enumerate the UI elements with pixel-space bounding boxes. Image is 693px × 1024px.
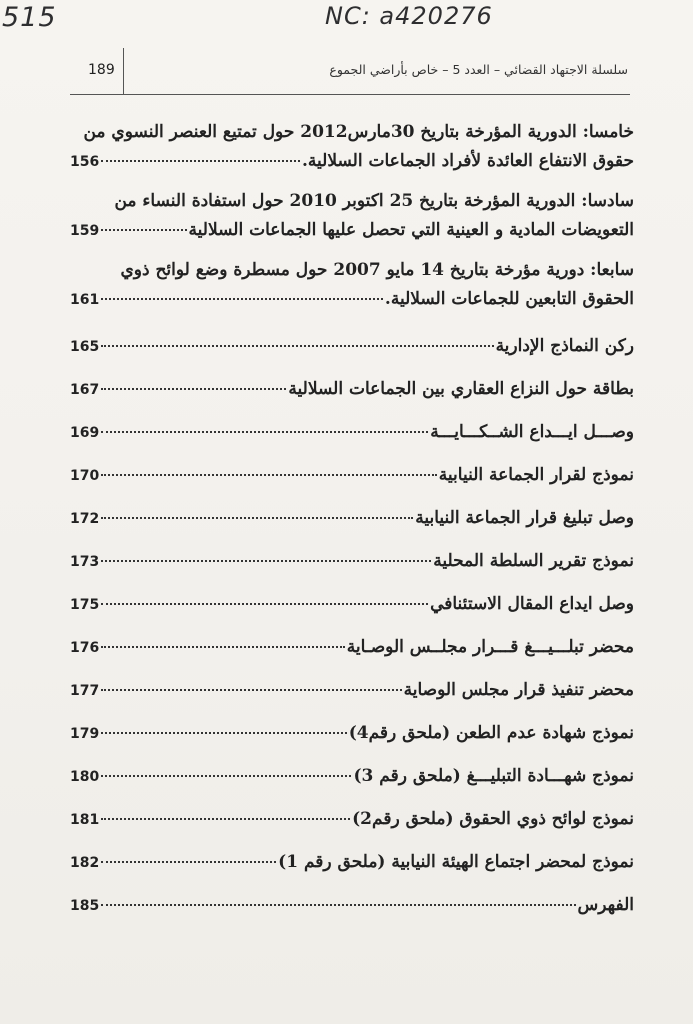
toc-entry-page: 167	[70, 382, 100, 398]
toc-entry-title: محضر تنفيذ قرار مجلس الوصاية	[403, 680, 634, 700]
handwritten-page-mark: 515	[2, 2, 57, 33]
toc-entry-title: نموذج تقرير السلطة المحلية	[433, 551, 634, 571]
toc-entry	[70, 755, 634, 798]
dot-leader	[101, 473, 437, 476]
dot-leader	[101, 817, 350, 820]
toc-entry-title: نموذج لوائح ذوي الحقوق (ملحق رقم2)	[352, 809, 634, 829]
dot-leader	[101, 297, 383, 300]
toc-entry	[70, 256, 634, 315]
toc-entry	[70, 454, 634, 497]
toc-entry-page: 173	[70, 554, 100, 570]
toc-entry-page: 176	[70, 640, 100, 656]
toc-entry-page: 156	[70, 154, 100, 170]
toc-entry-title: نموذج لمحضر اجتماع الهيئة النيابية (ملحق رقم 1)	[278, 852, 634, 872]
toc-entry	[70, 497, 634, 540]
toc-entry	[70, 187, 634, 246]
page-number: 189	[88, 62, 115, 78]
toc-entry	[70, 884, 634, 927]
toc-entry-line1: سادسا: الدورية المؤرخة بتاريخ 25 اكتوبر 2010 حول استفادة النساء من	[114, 191, 634, 211]
toc-entry-page: 169	[70, 425, 100, 441]
toc-entry-page: 181	[70, 812, 100, 828]
series-title: سلسلة الاجتهاد القضائي – العدد 5 – خاص بأراضي الجموع	[329, 62, 628, 77]
header-divider	[123, 48, 124, 94]
dot-leader	[101, 559, 431, 562]
toc-entry	[70, 583, 634, 626]
dot-leader	[101, 228, 186, 231]
toc-entry	[70, 368, 634, 411]
toc-entry	[70, 325, 634, 368]
dot-leader	[101, 903, 575, 906]
toc-entry	[70, 411, 634, 454]
toc-entry-page: 161	[70, 292, 100, 308]
toc-entry	[70, 841, 634, 884]
dot-leader	[101, 774, 351, 777]
dot-leader	[101, 430, 428, 433]
toc-entry-title: ركن النماذج الإدارية	[495, 336, 634, 356]
toc-entry-page: 185	[70, 898, 100, 914]
toc-entry-line1: خامسا: الدورية المؤرخة بتاريخ 30مارس2012 حول تمتيع العنصر النسوي من	[83, 122, 634, 142]
dot-leader	[101, 159, 300, 162]
dot-leader	[101, 602, 428, 605]
toc-entry-title: الحقوق التابعين للجماعات السلالية.	[384, 289, 634, 309]
toc-entry	[70, 669, 634, 712]
toc-entry	[70, 540, 634, 583]
toc-entry-line1: سابعا: دورية مؤرخة بتاريخ 14 مايو 2007 حول مسطرة وضع لوائح ذوي	[120, 260, 634, 280]
toc-entry	[70, 626, 634, 669]
toc-entry-page: 182	[70, 855, 100, 871]
toc-entry-title: وصـــل ايـــداع الشــكـــايـــة	[430, 422, 634, 442]
toc-entry-title: محضر تبلـــيـــغ قـــرار مجلــس الوصـاية	[346, 637, 634, 657]
toc-entry-page: 159	[70, 223, 100, 239]
toc-entry-page: 177	[70, 683, 100, 699]
toc-entry-title: وصل تبليغ قرار الجماعة النيابية	[415, 508, 634, 528]
toc-entry-title: التعويضات المادية و العينية التي تحصل عليها الجماعات السلالية	[188, 220, 634, 240]
dot-leader	[101, 645, 344, 648]
handwritten-catalog-number: NC: a420276	[325, 2, 493, 30]
toc-entry-page: 175	[70, 597, 100, 613]
toc-entry-title: الفهرس	[577, 895, 634, 915]
toc-entry-title: بطاقة حول النزاع العقاري بين الجماعات السلالية	[288, 379, 634, 399]
toc-entry-page: 179	[70, 726, 100, 742]
toc-entry-title: نموذج لقرار الجماعة النيابية	[438, 465, 634, 485]
toc-entry	[70, 798, 634, 841]
dot-leader	[101, 387, 286, 390]
toc-entry	[70, 118, 634, 177]
dot-leader	[101, 516, 413, 519]
running-header	[70, 48, 630, 95]
toc-entry-title: نموذج شهـــادة التبليـــغ (ملحق رقم 3)	[353, 766, 634, 786]
dot-leader	[101, 731, 346, 734]
toc-entry-title: حقوق الانتفاع العائدة لأفراد الجماعات السلالية.	[302, 151, 634, 171]
toc-entry-page: 165	[70, 339, 100, 355]
toc-entry-title: وصل ايداع المقال الاستئنافي	[430, 594, 634, 614]
dot-leader	[101, 860, 276, 863]
toc-entry	[70, 712, 634, 755]
toc-entry-page: 172	[70, 511, 100, 527]
table-of-contents	[70, 118, 634, 927]
dot-leader	[101, 344, 493, 347]
dot-leader	[101, 688, 401, 691]
toc-entry-page: 180	[70, 769, 100, 785]
toc-entry-page: 170	[70, 468, 100, 484]
toc-entry-title: نموذج شهادة عدم الطعن (ملحق رقم4)	[348, 723, 634, 743]
